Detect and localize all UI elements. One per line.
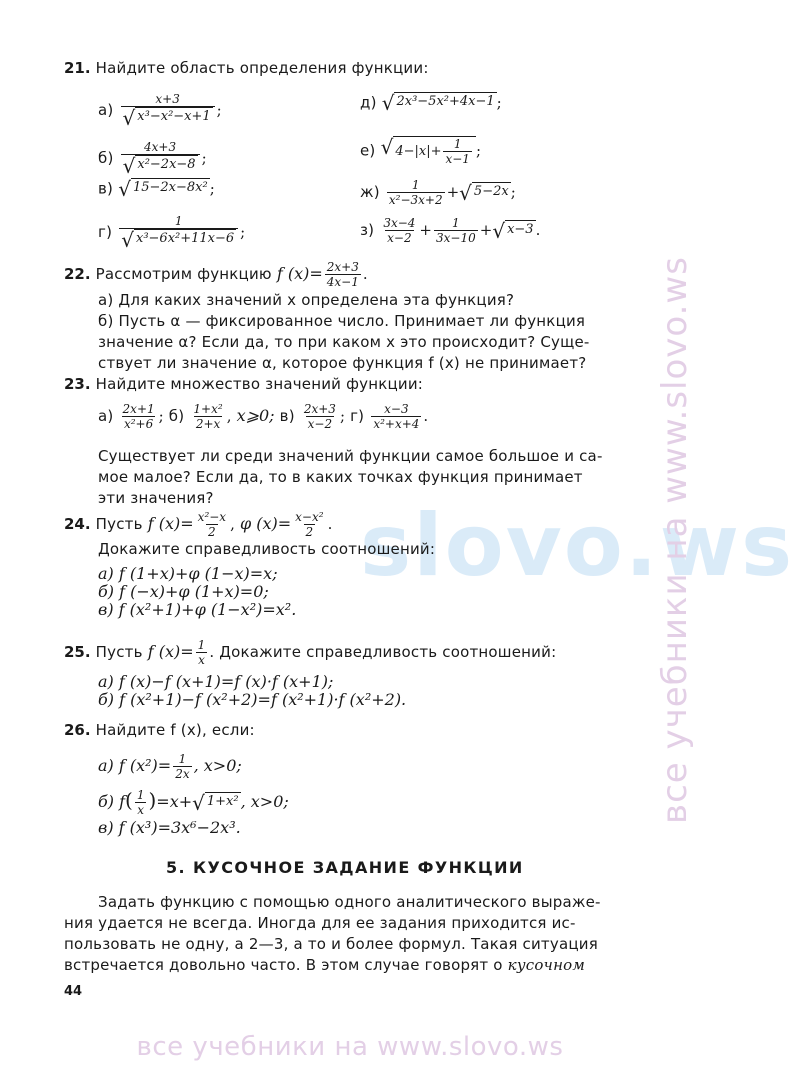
problem-24-v: в) f (x²+1)+φ (1−x²)=x². — [98, 600, 297, 619]
problem-21-a: а) x+3 √ x³−x²−x+1 ; — [98, 92, 222, 130]
bottom-watermark: все учебники на www.slovo.ws — [136, 1032, 564, 1062]
page-number: 44 — [64, 984, 83, 999]
problem-22-b-line2: значение α? Если да, то при каком x это происходит? Суще- — [98, 333, 590, 351]
problem-26-b: б) f( $\frac{1}{x}$ )=x+ √ 1+x² , x>0; — [98, 788, 289, 817]
problem-23-question-line1: Существует ли среди значений функции самое большое и са- — [98, 447, 603, 465]
section-paragraph-line1: Задать функцию с помощью одного аналитического выраже- — [98, 893, 601, 911]
problem-21-b: б) 4x+3 √ x²−2x−8 ; — [98, 140, 207, 178]
problem-24-b: б) f (−x)+φ (1+x)=0; — [98, 582, 269, 601]
problem-21-d: д) √ 2x³−5x²+4x−1 ; — [360, 91, 502, 115]
problem-22-b-line1: б) Пусть α — фиксированное число. Принимает ли функция — [98, 312, 586, 330]
problem-23-question-line2: мое малое? Если да, то в каких точках функция принимает — [98, 468, 583, 486]
vertical-watermark: все учебники на www.slovo.ws — [655, 256, 695, 824]
section-heading: 5. КУСОЧНОЕ ЗАДАНИЕ ФУНКЦИИ — [166, 858, 524, 877]
problem-21-v: в) √ 15−2x−8x² ; — [98, 177, 215, 201]
problem-21-g: г) 1 √ x³−6x²+11x−6 ; — [98, 214, 246, 252]
section-paragraph-line3: пользовать не одну, а 2—3, а то и более формул. Такая ситуация — [64, 935, 598, 953]
problem-25-title: 25. Пусть f (x)= $\frac{1}{x}$ . Докажите справедливость соотношений: — [64, 638, 557, 667]
problem-25-b: б) f (x²+1)−f (x²+2)=f (x²+1)·f (x²+2). — [98, 690, 407, 709]
problem-23-title: 23. Найдите множество значений функции: — [64, 375, 424, 393]
problem-24-title: 24. Пусть f (x)= $\frac{\text{x²−x}}{2}$ , φ (x)= $\frac{\text{x−x²}}{2}$ . — [64, 510, 333, 539]
problem-22-title: 22. Рассмотрим функцию f (x)= $\frac{2x+3}{4x-1}$ . — [64, 260, 368, 289]
section-paragraph-line4: встречается довольно часто. В этом случае говорят о кусочном — [64, 956, 586, 974]
problem-26-a: а) f (x²)= $\frac{1}{2x}$ , x>0; — [98, 752, 242, 781]
problem-21-title: 21. Найдите область определения функции: — [64, 59, 429, 77]
emphasized-term: кусочном — [507, 956, 586, 974]
center-watermark: slovo.ws — [360, 496, 794, 596]
problem-24-prove: Докажите справедливость соотношений: — [98, 540, 436, 558]
problem-21-z: з) $\frac{3x-4}{x-2}$ + $\frac{1}{3x-10}$ + √ x−3 . — [360, 216, 541, 245]
problem-21-e: е) √ 4−|x|+ $\frac{1}{x-1}$ ; — [360, 135, 482, 166]
problem-22-a: а) Для каких значений x определена эта функция? — [98, 291, 515, 309]
problem-23-question-line3: эти значения? — [98, 489, 214, 507]
problem-26-v: в) f (x³)=3x⁶−2x³. — [98, 818, 241, 837]
problem-21-zh: ж) $\frac{1}{\text{x²−3x+2}}$ + √ 5−2x ; — [360, 178, 516, 207]
problem-24-a: а) f (1+x)+φ (1−x)=x; — [98, 564, 278, 583]
problem-22-b-line3: ствует ли значение α, которое функция f (x) не принимает? — [98, 354, 587, 372]
problem-25-a: а) f (x)−f (x+1)=f (x)·f (x+1); — [98, 672, 334, 691]
problem-23-items: а) $\frac{2x+1}{\text{x²+6}}$ ; б) $\frac{\text{1+x²}}{2+x}$ , x⩾0; в) $\frac{2x+3}{x-2}$ ; г) $\frac{x-3}{\text{x²+x+4}}$ . — [98, 402, 429, 431]
section-paragraph-line2: ния удается не всегда. Иногда для ее задания приходится ис- — [64, 914, 576, 932]
problem-26-title: 26. Найдите f (x), если: — [64, 721, 255, 739]
